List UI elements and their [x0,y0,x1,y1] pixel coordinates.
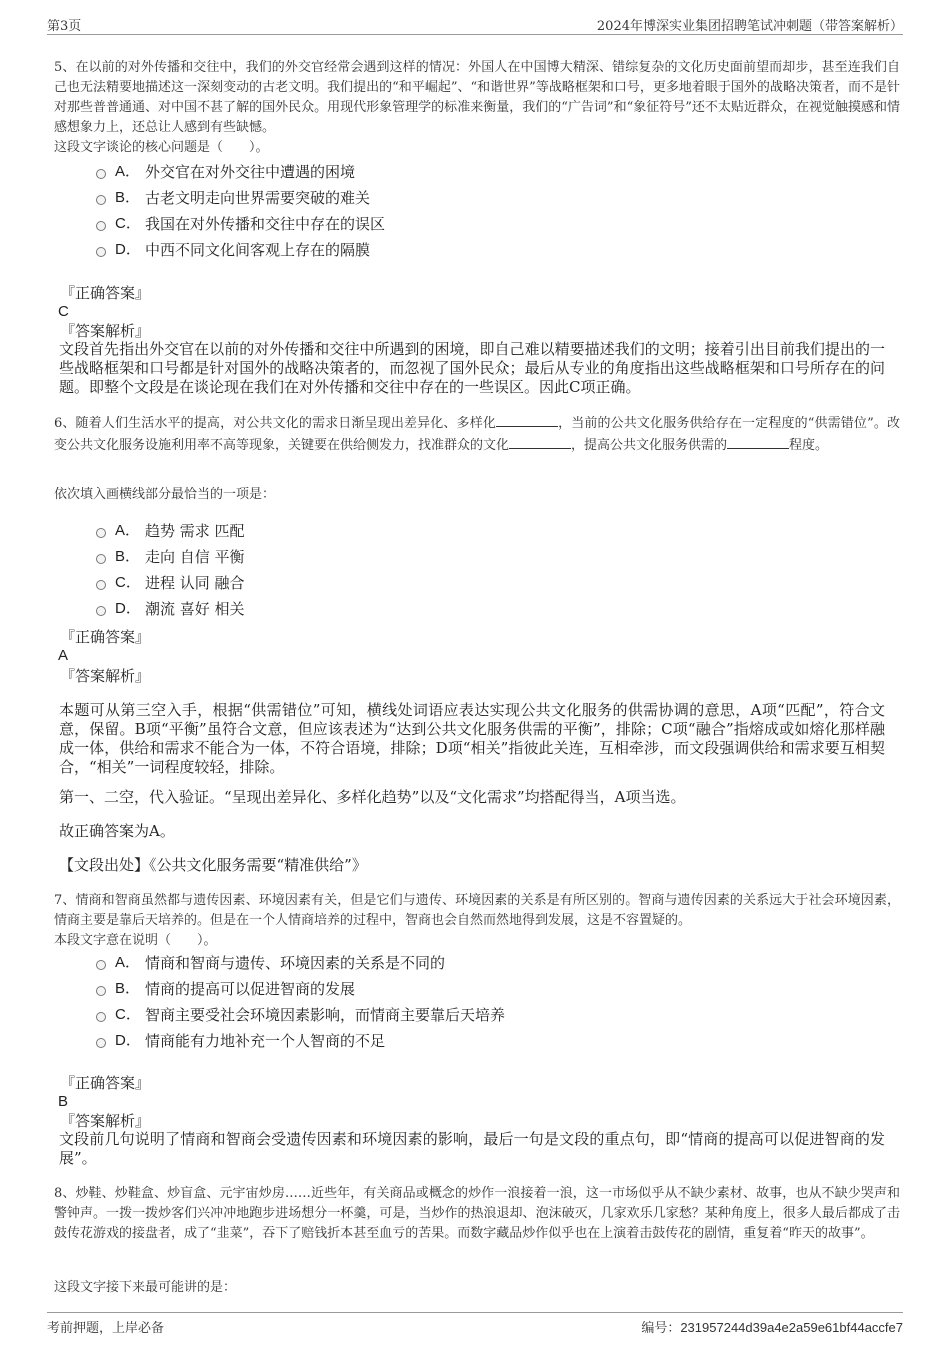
question-6-options [96,518,245,622]
blank-2 [509,434,571,449]
question-7-options [96,950,505,1054]
answer-label: 『正确答案』 [60,628,151,646]
question-5-options [96,159,385,263]
question-6-prompt: 依次填入画横线部分最恰当的一项是： [54,487,276,502]
question-5-prompt: 这段文字谈论的核心问题是（ ）。 [54,140,269,155]
question-6-analysis-2: 第一、二空，代入验证。“呈现出差异化、多样化趋势”以及“文化需求”均搭配得当，A项当选。 [59,788,686,806]
radio-icon[interactable] [96,1012,106,1022]
question-6-analysis-1: 本题可从第三空入手，根据“供需错位”可知，横线处词语应表达实现公共文化服务的供需协调的意思，A项“匹配”，符合文意，保留。B项“平衡”虽符合文意，但应该表述为“达到公共文化服务供需的平衡”，排除；C项“融合”指熔成或如熔化那样融成一体，供给和需求不能合为一体，不符合语境，排除；D项“相关”指彼此关连，互相牵涉，而文段强调供给和需求要互相契合，“相关”一词程度较轻，排除。 [59,701,885,776]
radio-icon[interactable] [96,528,106,538]
radio-icon[interactable] [96,606,106,616]
analysis-label: 『答案解析』 [60,667,151,685]
question-7-text: 7、情商和智商虽然都与遗传因素、环境因素有关，但是它们与遗传、环境因素的关系是有所区别的。智商与遗传因素的关系远大于社会环境因素，情商主要是靠后天培养的。但是在一个人情商培养的过程中，智商也会自然而然地得到发展，这是不容置疑的。 [54,893,900,928]
option-c[interactable]: C． 智商主要受社会环境因素影响，而情商主要靠后天培养 [96,1002,505,1028]
radio-icon[interactable] [96,554,106,564]
question-6-text: 6、随着人们生活水平的提高，对公共文化的需求日渐呈现出差异化、多样化 ，当前的公共文化服务供给存在一定程度的“供需错位”。改变公共文化服务设施利用率不高等现象，关键要在供给侧发力，找准群众的文化 ，提高公共文化服务供需的 程度。 [54,412,900,456]
page-footer [47,1312,903,1335]
blank-3 [727,434,789,449]
footer-slogan: 考前押题，上岸必备 [47,1321,165,1336]
question-7-answer: B [58,1093,69,1110]
question-5-analysis: 文段首先指出外交官在以前的对外传播和交往中所遇到的困境，即自己难以精要描述我们的文明；接着引出目前我们提出的一些战略框架和口号都是针对国外的战略决策者的，而忽视了国外民众；最后从专业的角度指出这些战略框架和口号所存在的问题。即整个文段是在谈论现在我们在对外传播和交往中存在的一些误区。因此C项正确。 [59,340,885,396]
option-a[interactable]: A． 趋势 需求 匹配 [96,518,245,544]
question-7-prompt: 本段文字意在说明（ ）。 [54,933,217,948]
option-b[interactable]: B． 情商的提高可以促进智商的发展 [96,976,505,1002]
blank-1 [496,412,558,427]
option-d[interactable]: D． 中西不同文化间客观上存在的隔膜 [96,237,385,263]
radio-icon[interactable] [96,986,106,996]
document-code: 编号：231957244d39a4e2a59e61bf44accfe7 [641,1320,903,1336]
question-8-prompt: 这段文字接下来最可能讲的是： [54,1280,237,1295]
radio-icon[interactable] [96,195,106,205]
document-title: 2024年博深实业集团招聘笔试冲刺题（带答案解析） [596,19,903,34]
radio-icon[interactable] [96,247,106,257]
option-d[interactable]: D． 潮流 喜好 相关 [96,596,245,622]
option-a[interactable]: A． 外交官在对外交往中遭遇的困境 [96,159,385,185]
question-6-source: 【文段出处】《公共文化服务需要“精准供给”》 [59,856,367,874]
question-6-answer: A [58,647,69,664]
question-5-text: 5、在以前的对外传播和交往中，我们的外交官经常会遇到这样的情况：外国人在中国博大精深、错综复杂的文化历史面前望而却步，甚至连我们自己也无法精要地描述这一深刻变动的古老文明。我们提出的“和平崛起”、“和谐世界”等战略框架和口号，更多地着眼于国外的战略决策者，而不是针对那些普普通通、对中国不甚了解的国外民众。用现代形象管理学的标准来衡量，我们的“广告词”和“象征符号”还不太贴近群众，在视觉触摸感和情感想象力上，还总让人感到有些缺憾。 [54,60,900,135]
question-8-text: 8、炒鞋、炒鞋盒、炒盲盒、元宇宙炒房……近些年，有关商品或概念的炒作一浪接着一浪，这一市场似乎从不缺少素材、故事，也从不缺少哭声和警钟声。一拨一拨炒客们兴冲冲地跑步进场想分一杯羹，可是，当炒作的热浪退却、泡沫破灭，几家欢乐几家愁？某种角度上，很多人最后都成了击鼓传花游戏的接盘者，成了“韭菜”，吞下了赔钱折本甚至血亏的苦果。而数字藏品炒作似乎也在上演着击鼓传花的剧情，重复着“昨天的故事”。 [54,1186,900,1241]
option-a[interactable]: A． 情商和智商与遗传、环境因素的关系是不同的 [96,950,505,976]
answer-label: 『正确答案』 [60,1074,151,1092]
analysis-label: 『答案解析』 [60,1112,151,1130]
radio-icon[interactable] [96,221,106,231]
analysis-label: 『答案解析』 [60,322,151,340]
page-number: 第3页 [47,19,82,34]
option-b[interactable]: B． 走向 自信 平衡 [96,544,245,570]
option-b[interactable]: B． 古老文明走向世界需要突破的难关 [96,185,385,211]
radio-icon[interactable] [96,580,106,590]
question-7-analysis: 文段前几句说明了情商和智商会受遗传因素和环境因素的影响，最后一句是文段的重点句，即“情商的提高可以促进智商的发展”。 [59,1130,885,1167]
question-5-answer: C [58,303,69,320]
option-c[interactable]: C． 进程 认同 融合 [96,570,245,596]
radio-icon[interactable] [96,960,106,970]
option-d[interactable]: D． 情商能有力地补充一个人智商的不足 [96,1028,505,1054]
radio-icon[interactable] [96,1038,106,1048]
answer-label: 『正确答案』 [60,284,151,302]
page-header [47,12,903,35]
radio-icon[interactable] [96,169,106,179]
option-c[interactable]: C． 我国在对外传播和交往中存在的误区 [96,211,385,237]
question-6-analysis-3: 故正确答案为A。 [59,822,175,840]
